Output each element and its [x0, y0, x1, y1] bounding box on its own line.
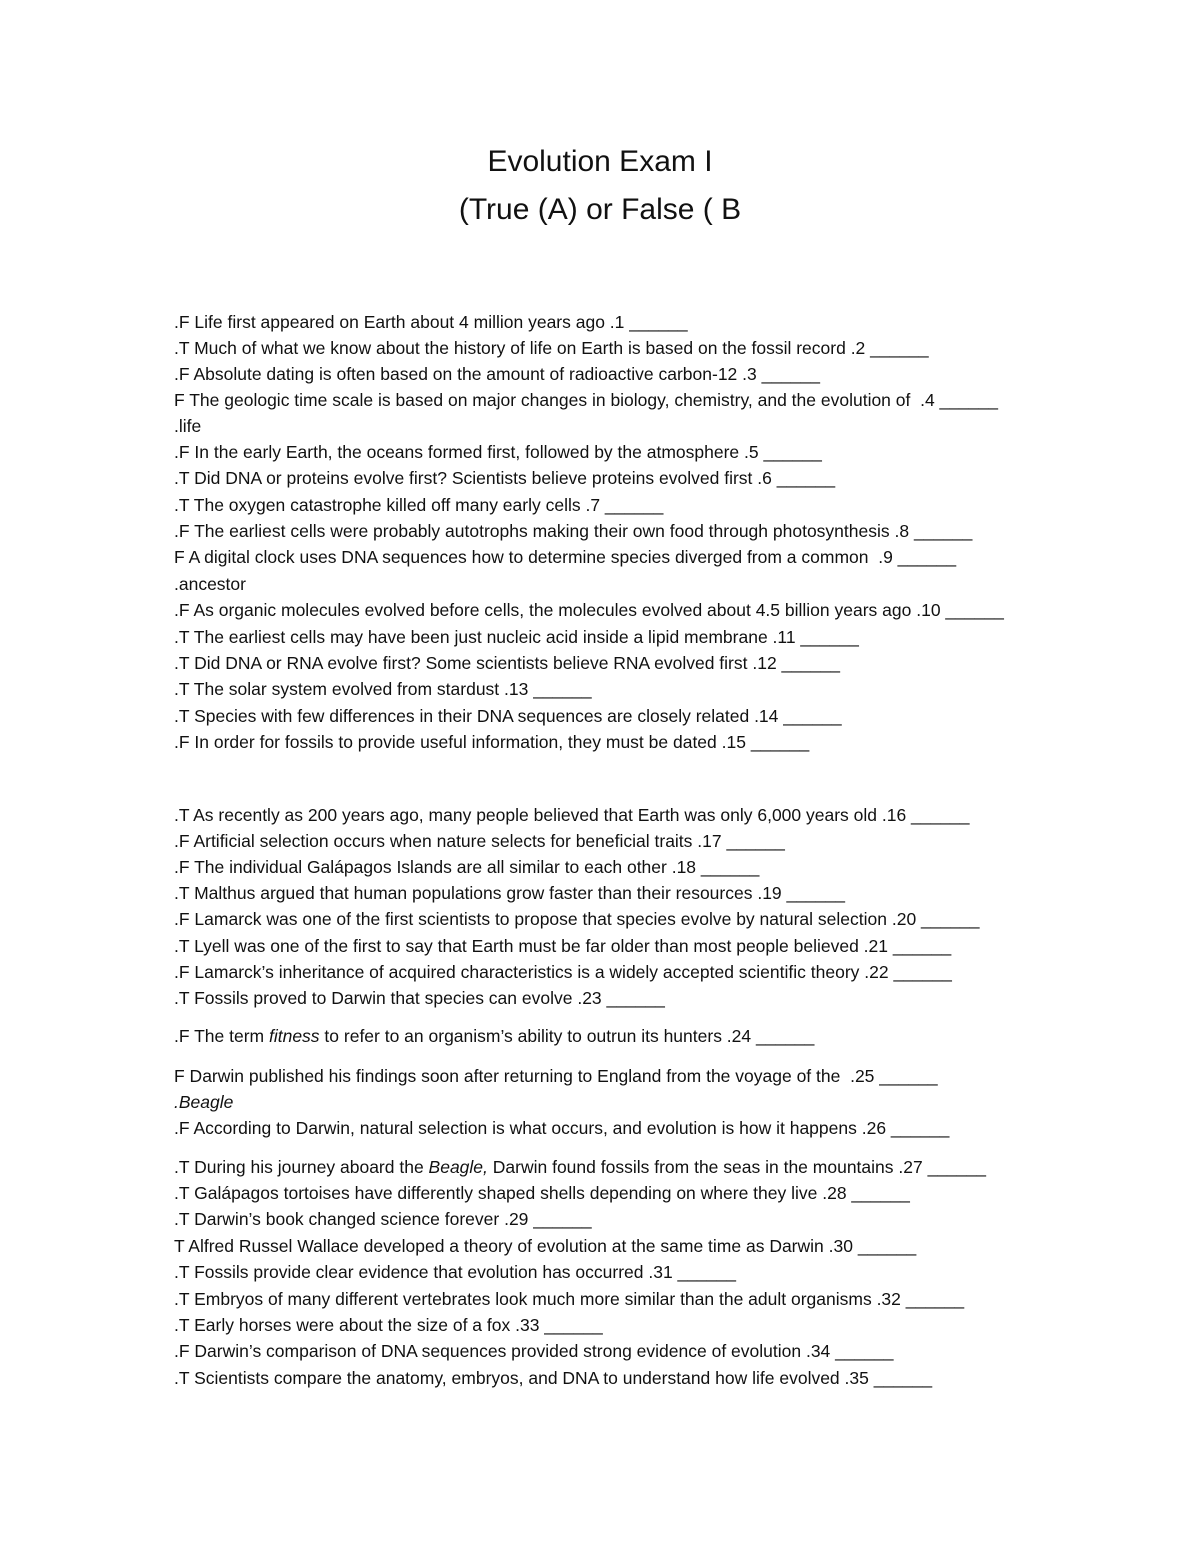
question-14: .T Species with few differences in their DNA sequences are closely related .14 ______ [174, 706, 842, 726]
question-33: .T Early horses were about the size of a fox .33 ______ [174, 1315, 603, 1335]
question-24-pre: .F The term [174, 1026, 269, 1046]
question-29: .T Darwin’s book changed science forever .29 ______ [174, 1209, 592, 1229]
question-15: .F In order for fossils to provide useful information, they must be dated .15 ______ [174, 732, 810, 752]
question-27-post: Darwin found fossils from the seas in the mountains .27 ______ [487, 1157, 986, 1177]
question-10: .F As organic molecules evolved before cells, the molecules evolved about 4.5 billion years ago .10 ______ [174, 600, 1004, 620]
question-27-pre: .T During his journey aboard the [174, 1157, 429, 1177]
question-13: .T The solar system evolved from stardust .13 ______ [174, 679, 592, 699]
question-31: .T Fossils provide clear evidence that evolution has occurred .31 ______ [174, 1262, 736, 1282]
question-24 [174, 1024, 1134, 1048]
question-3: .F Absolute dating is often based on the amount of radioactive carbon-12 .3 ______ [174, 364, 820, 384]
question-27 [174, 1155, 1134, 1179]
question-11: .T The earliest cells may have been just nucleic acid inside a lipid membrane .11 ______ [174, 627, 859, 647]
question-35: .T Scientists compare the anatomy, embryos, and DNA to understand how life evolved .35 ______ [174, 1368, 933, 1388]
question-26: .F According to Darwin, natural selection is what occurs, and evolution is how it happens .26 ______ [174, 1118, 950, 1138]
question-18: .F The individual Galápagos Islands are all similar to each other .18 ______ [174, 857, 760, 877]
question-2: .T Much of what we know about the history of life on Earth is based on the fossil record .2 ______ [174, 338, 929, 358]
question-9: F A digital clock uses DNA sequences how to determine species diverged from a common .9 ______ [174, 547, 957, 567]
question-20: .F Lamarck was one of the first scientists to propose that species evolve by natural selection .20 ______ [174, 909, 980, 929]
question-4: F The geologic time scale is based on major changes in biology, chemistry, and the evolution of .4 ______ [174, 390, 998, 410]
question-24-term: fitness [268, 1026, 320, 1046]
question-25-continuation [174, 1090, 1134, 1114]
question-17: .F Artificial selection occurs when nature selects for beneficial traits .17 ______ [174, 831, 785, 851]
question-8: .F The earliest cells were probably autotrophs making their own food through photosynthesis .8 ______ [174, 521, 973, 541]
question-4-continuation: .life [174, 416, 202, 436]
question-25-beagle: .Beagle [174, 1092, 234, 1112]
question-32: .T Embryos of many different vertebrates look much more similar than the adult organisms .32 ______ [174, 1289, 965, 1309]
question-25: F Darwin published his findings soon after returning to England from the voyage of the .25 ______ [174, 1066, 938, 1086]
question-1: .F Life first appeared on Earth about 4 million years ago .1 ______ [174, 312, 688, 332]
question-19: .T Malthus argued that human populations grow faster than their resources .19 ______ [174, 883, 845, 903]
question-24-post: to refer to an organism’s ability to outrun its hunters .24 ______ [319, 1026, 815, 1046]
question-21: .T Lyell was one of the first to say that Earth must be far older than most people believed .21 ______ [174, 936, 952, 956]
exam-subtitle: (True (A) or False ( B [458, 193, 742, 226]
question-6: .T Did DNA or proteins evolve first? Scientists believe proteins evolved first .6 ______ [174, 468, 836, 488]
question-22: .F Lamarck’s inheritance of acquired characteristics is a widely accepted scientific theory .22 ______ [174, 962, 952, 982]
question-23: .T Fossils proved to Darwin that species can evolve .23 ______ [174, 988, 665, 1008]
question-9-continuation: .ancestor [174, 574, 246, 594]
question-7: .T The oxygen catastrophe killed off many early cells .7 ______ [174, 495, 664, 515]
question-30: T Alfred Russel Wallace developed a theory of evolution at the same time as Darwin .30 ______ [174, 1236, 917, 1256]
question-34: .F Darwin’s comparison of DNA sequences provided strong evidence of evolution .34 ______ [174, 1341, 894, 1361]
question-16: .T As recently as 200 years ago, many people believed that Earth was only 6,000 years old .16 ______ [174, 805, 970, 825]
exam-title: Evolution Exam I [487, 145, 713, 178]
question-28: .T Galápagos tortoises have differently shaped shells depending on where they live .28 ______ [174, 1183, 910, 1203]
question-12: .T Did DNA or RNA evolve first? Some scientists believe RNA evolved first .12 ______ [174, 653, 840, 673]
question-5: .F In the early Earth, the oceans formed first, followed by the atmosphere .5 ______ [174, 442, 822, 462]
question-27-beagle: Beagle, [428, 1157, 488, 1177]
